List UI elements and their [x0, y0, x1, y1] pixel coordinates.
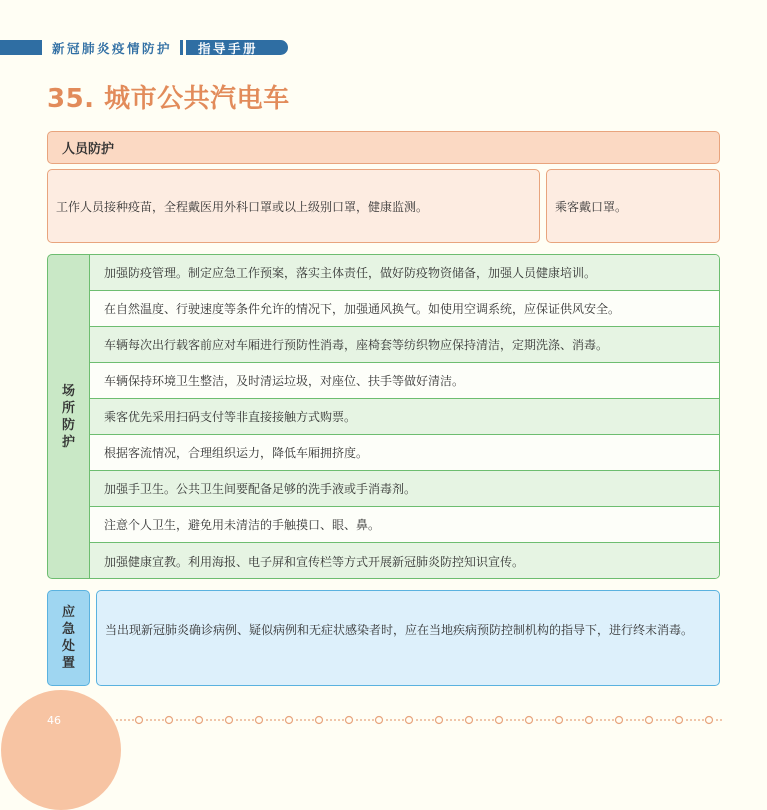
list-item: 加强健康宣教。利用海报、电子屏和宣传栏等方式开展新冠肺炎防控知识宣传。	[90, 543, 719, 579]
staff-protection	[47, 169, 540, 243]
emergency-section-label	[47, 590, 90, 686]
list-item: 车辆保持环境卫生整洁，及时清运垃圾，对座位、扶手等做好清洁。	[90, 363, 719, 399]
list-item: 根据客流情况，合理组织运力，降低车厢拥挤度。	[90, 435, 719, 471]
emergency-text: 当出现新冠肺炎确诊病例、疑似病例和无症状感染者时，应在当地疾病预防控制机构的指导下，进行终末消毒。	[105, 623, 694, 637]
personnel-heading: 人员防护	[47, 131, 720, 164]
staff-protection-text: 工作人员接种疫苗，全程戴医用外科口罩或以上级别口罩，健康监测。	[56, 199, 429, 214]
venue-measures-list	[89, 254, 720, 579]
page-title: 35. 城市公共汽电车	[47, 84, 290, 114]
decorative-dotted-line	[114, 712, 724, 728]
list-item: 注意个人卫生，避免用未清洁的手触摸口、眼、鼻。	[90, 507, 719, 543]
book-title: 新冠肺炎疫情防护	[52, 40, 173, 56]
emergency-label-text: 应急处置	[61, 605, 75, 671]
list-item: 乘客优先采用扫码支付等非直接接触方式购票。	[90, 399, 719, 435]
list-item: 加强手卫生。公共卫生间要配备足够的洗手液或手消毒剂。	[90, 471, 719, 507]
book-subtitle: 指导手册	[186, 40, 288, 55]
page-number-badge	[1, 690, 121, 810]
venue-section-label	[47, 254, 90, 579]
header-divider	[180, 40, 183, 55]
header-accent-bar	[0, 40, 42, 55]
page-number: 46	[47, 714, 61, 727]
passenger-protection-text: 乘客戴口罩。	[555, 199, 628, 214]
emergency-text-box	[96, 590, 720, 686]
list-item: 车辆每次出行载客前应对车厢进行预防性消毒，座椅套等纺织物应保持清洁，定期洗涤、消毒。	[90, 327, 719, 363]
list-item: 在自然温度、行驶速度等条件允许的情况下，加强通风换气。如使用空调系统，应保证供风安全。	[90, 291, 719, 327]
page-header	[0, 40, 288, 55]
passenger-protection	[546, 169, 720, 243]
venue-label-text: 场所防护	[61, 383, 75, 450]
list-item: 加强防疫管理。制定应急工作预案，落实主体责任，做好防疫物资储备，加强人员健康培训。	[90, 255, 719, 291]
